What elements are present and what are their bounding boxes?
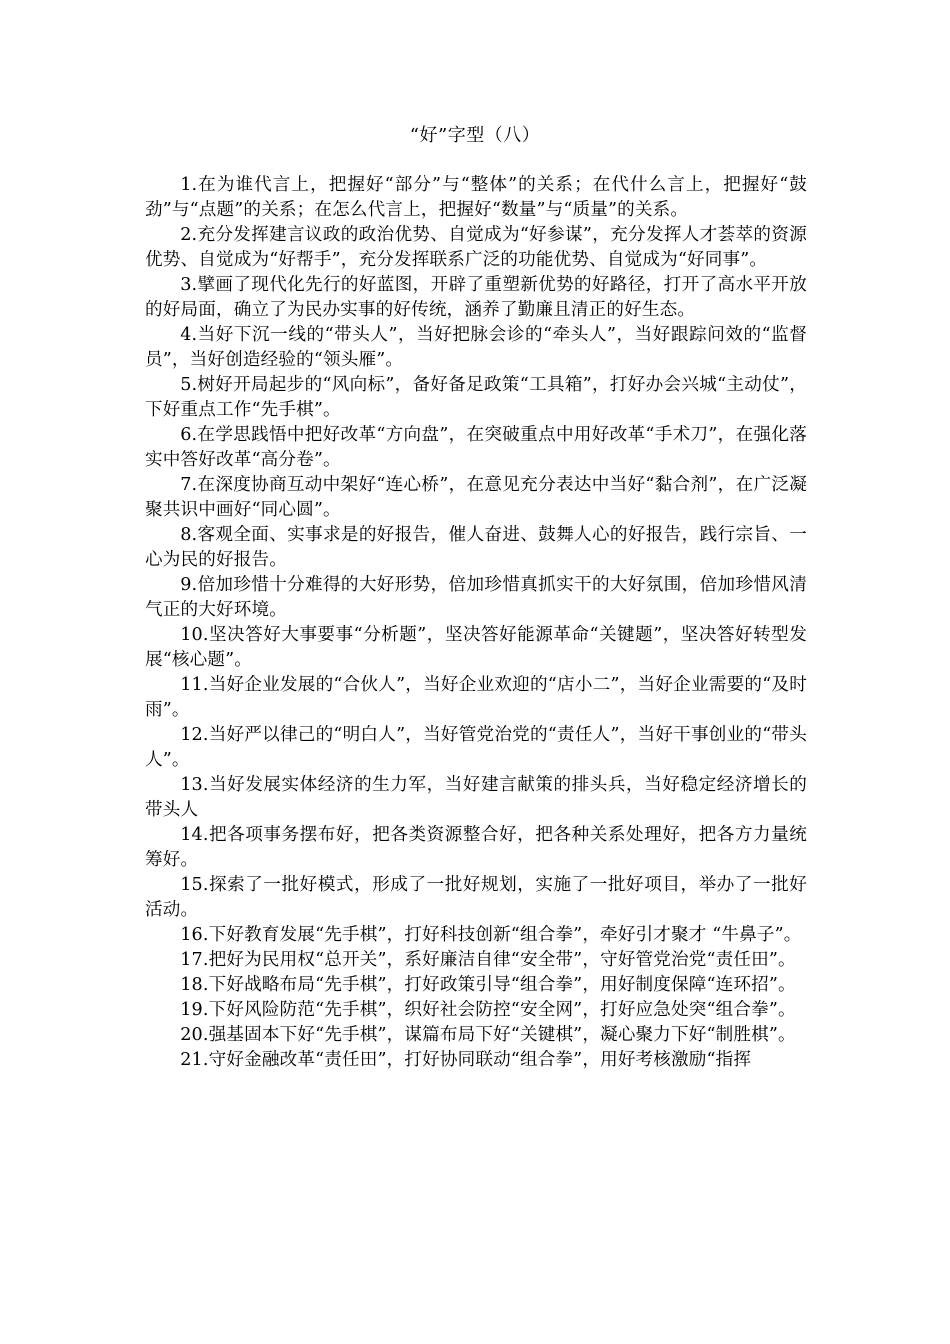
paragraph-1: 1.在为谁代言上，把握好“部分”与“整体”的关系；在代什么言上，把握好“鼓劲”与“点题”的关系；在怎么代言上，把握好“数量”与“质量”的关系。 xyxy=(145,175,807,220)
paragraph-15: 15.探索了一批好模式，形成了一批好规划，实施了一批好项目，举办了一批好活动。 xyxy=(145,875,807,920)
paragraph-6: 6.在学思践悟中把好改革“方向盘”，在突破重点中用好改革“手术刀”，在强化落实中答好改革“高分卷”。 xyxy=(145,425,807,470)
paragraph-13: 13.当好发展实体经济的生力军，当好建言献策的排头兵，当好稳定经济增长的带头人 xyxy=(145,775,807,820)
paragraph-18: 18.下好战略布局“先手棋”，打好政策引导“组合拳”，用好制度保障“连环招”。 xyxy=(180,975,796,995)
paragraph-21: 21.守好金融改革“责任田”，打好协同联动“组合拳”，用好考核激励“指挥 xyxy=(180,1050,752,1070)
paragraph-11: 11.当好企业发展的“合伙人”，当好企业欢迎的“店小二”，当好企业需要的“及时雨”。 xyxy=(145,675,807,720)
paragraph-14: 14.把各项事务摆布好，把各类资源整合好，把各种关系处理好，把各方力量统筹好。 xyxy=(145,825,807,870)
paragraph-7: 7.在深度协商互动中架好“连心桥”，在意见充分表达中当好“黏合剂”，在广泛凝聚共识中画好“同心圆”。 xyxy=(145,475,807,520)
paragraph-9: 9.倍加珍惜十分难得的大好形势，倍加珍惜真抓实干的大好氛围，倍加珍惜风清气正的大好环境。 xyxy=(145,575,807,620)
document-body xyxy=(145,173,807,1073)
paragraph-5: 5.树好开局起步的“风向标”，备好备足政策“工具箱”，打好办会兴城“主动仗”，下好重点工作“先手棋”。 xyxy=(145,375,807,420)
paragraph-8: 8.客观全面、实事求是的好报告，催人奋进、鼓舞人心的好报告，践行宗旨、一心为民的好报告。 xyxy=(145,525,807,570)
paragraph-16: 16.下好教育发展“先手棋”，打好科技创新“组合拳”，牵好引才聚才 “牛鼻子”。 xyxy=(180,925,802,945)
paragraph-12: 12.当好严以律己的“明白人”，当好管党治党的“责任人”，当好干事创业的“带头人”。 xyxy=(145,725,807,770)
paragraph-10: 10.坚决答好大事要事“分析题”，坚决答好能源革命“关键题”，坚决答好转型发展“核心题”。 xyxy=(145,625,807,670)
paragraph-2: 2.充分发挥建言议政的政治优势、自觉成为“好参谋”，充分发挥人才荟萃的资源优势、自觉成为“好帮手”，充分发挥联系广泛的功能优势、自觉成为“好同事”。 xyxy=(145,225,807,270)
paragraph-19: 19.下好风险防范“先手棋”，织好社会防控“安全网”，打好应急处突“组合拳”。 xyxy=(180,1000,796,1020)
paragraph-3: 3.擘画了现代化先行的好蓝图，开辟了重塑新优势的好路径，打开了高水平开放的好局面，确立了为民办实事的好传统，涵养了勤廉且清正的好生态。 xyxy=(145,275,807,320)
paragraph-4: 4.当好下沉一线的“带头人”，当好把脉会诊的“牵头人”，当好跟踪问效的“监督员”，当好创造经验的“领头雁”。 xyxy=(145,325,807,370)
document-title: “好”字型（八） xyxy=(409,125,541,146)
paragraph-20: 20.强基固本下好“先手棋”，谋篇布局下好“关键棋”，凝心聚力下好“制胜棋”。 xyxy=(180,1025,796,1045)
paragraph-17: 17.把好为民用权“总开关”，系好廉洁自律“安全带”，守好管党治党“责任田”。 xyxy=(180,950,796,970)
